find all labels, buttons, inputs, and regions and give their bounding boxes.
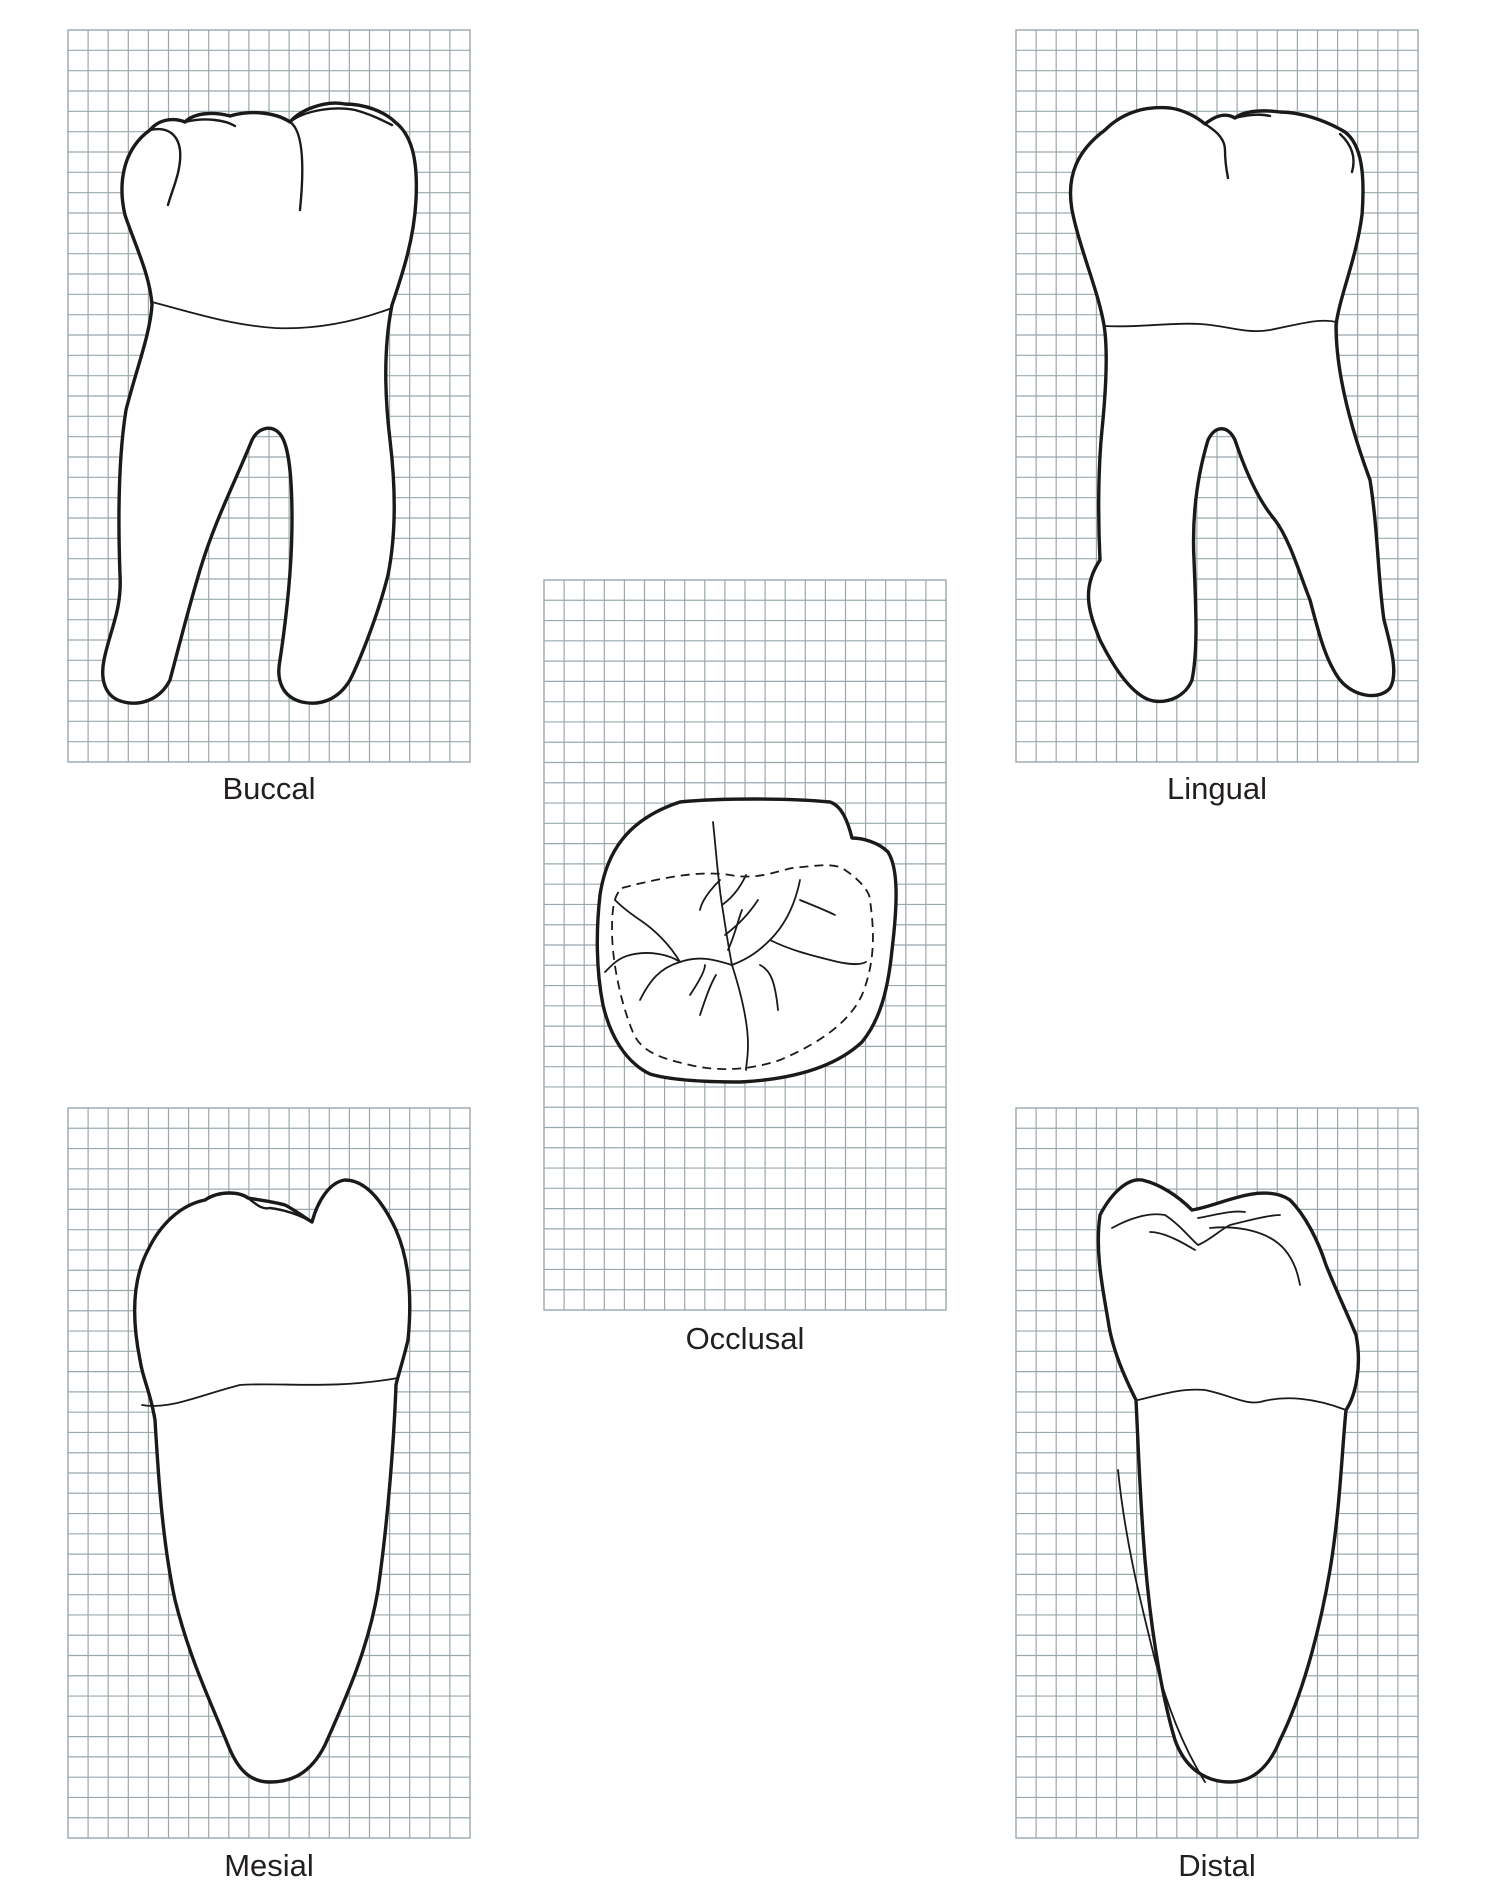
buccal-tooth-drawing [103, 103, 417, 703]
buccal-view [68, 30, 470, 806]
buccal-label: Buccal [222, 771, 316, 806]
distal-tooth-drawing [1098, 1180, 1358, 1782]
occlusal-tooth-drawing [597, 799, 896, 1082]
mesial-label: Mesial [224, 1848, 314, 1883]
lingual-tooth-drawing [1070, 108, 1393, 702]
mesial-tooth-drawing [135, 1180, 410, 1782]
distal-view [1016, 1108, 1418, 1883]
occlusal-label: Occlusal [685, 1321, 805, 1356]
distal-label: Distal [1178, 1848, 1256, 1883]
lingual-label: Lingual [1167, 771, 1267, 806]
lingual-view [1016, 30, 1418, 806]
mesial-view [68, 1108, 470, 1883]
occlusal-view [544, 580, 946, 1356]
